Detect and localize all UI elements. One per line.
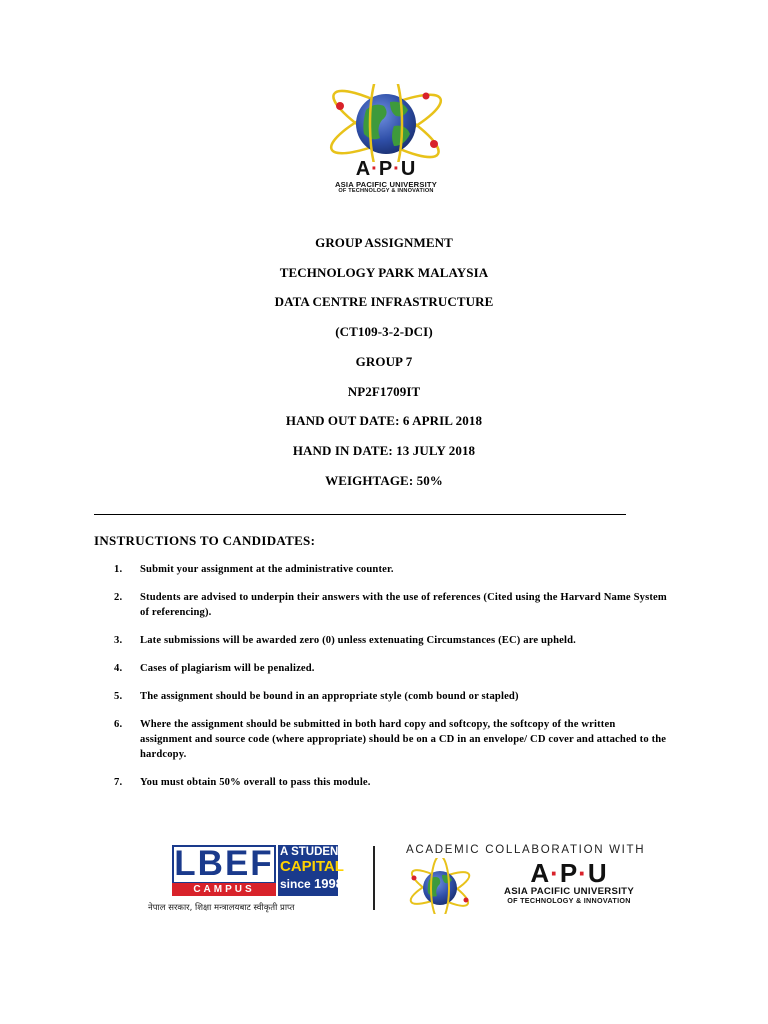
lbef-letters: LBEF	[172, 845, 276, 884]
list-item-number: 7.	[114, 777, 123, 788]
footer-apu-name-line1: ASIA PACIFIC UNIVERSITY	[503, 886, 635, 897]
weightage: WEIGHTAGE: 50%	[325, 473, 443, 488]
list-item	[110, 562, 670, 577]
list-item	[110, 661, 670, 676]
lbef-tag-line2: CAPITAL	[280, 858, 344, 875]
footer-divider	[373, 846, 375, 910]
globe-atom-icon	[404, 858, 476, 914]
list-item-number: 2.	[114, 592, 123, 603]
module-code: (CT109-3-2-DCI)	[335, 324, 433, 339]
divider-rule	[94, 514, 626, 515]
group-number: GROUP 7	[355, 354, 413, 369]
lbef-year: 1998	[314, 876, 343, 891]
list-item-text: Cases of plagiarism will be penalized.	[140, 663, 315, 674]
list-item-text: The assignment should be bound in an appropriate style (comb bound or stapled)	[140, 691, 519, 702]
list-item-text: Where the assignment should be submitted in both hard copy and softcopy, the softcopy of the written assignment and source code (where appropriate) should be on a CD in an envelope/ CD cover and attached to the hardcopy.	[140, 719, 667, 760]
campus-name: TECHNOLOGY PARK MALAYSIA	[279, 265, 489, 280]
list-item-number: 6.	[114, 719, 123, 730]
lbef-since: since	[280, 877, 311, 891]
apu-name-line2: OF TECHNOLOGY & INNOVATION	[338, 188, 434, 194]
footer-banner	[148, 836, 668, 916]
globe-atom-icon	[318, 84, 454, 162]
list-item-number: 1.	[114, 564, 123, 575]
list-item	[110, 633, 670, 648]
footer-apu-name-line2: OF TECHNOLOGY & INNOVATION	[507, 896, 631, 905]
lbef-logo	[172, 844, 346, 897]
list-item-number: 4.	[114, 663, 123, 674]
list-item	[110, 590, 670, 620]
list-item-text: Students are advised to underpin their answers with the use of references (Cited using the Harvard Name System of referencing).	[140, 592, 667, 618]
collaboration-text: ACADEMIC COLLABORATION WITH	[406, 844, 646, 856]
lbef-campus-label: CAMPUS	[172, 883, 276, 896]
list-item-number: 3.	[114, 635, 123, 646]
apu-logo	[318, 84, 454, 198]
assignment-type: GROUP ASSIGNMENT	[315, 235, 453, 250]
apu-letters: A·P·U	[355, 158, 417, 180]
footer-apu-letters: A·P·U	[530, 858, 608, 888]
list-item	[110, 717, 670, 762]
list-item-text: Late submissions will be awarded zero (0) unless extenuating Circumstances (EC) are upheld.	[140, 635, 576, 646]
hand-in-date: HAND IN DATE: 13 JULY 2018	[292, 443, 476, 458]
apu-name-line1: ASIA PACIFIC UNIVERSITY	[334, 180, 438, 189]
lbef-approval-tagline: नेपाल सरकार, शिक्षा मन्त्रालयबाट स्वीकृती प्राप्त	[148, 903, 295, 913]
list-item-text: Submit your assignment at the administrative counter.	[140, 564, 394, 575]
lbef-tag-line3	[280, 876, 343, 892]
list-item-number: 5.	[114, 691, 123, 702]
lbef-tag-line1: A STUDENT	[280, 846, 346, 858]
intake-code: NP2F1709IT	[347, 384, 421, 399]
list-item	[110, 689, 670, 704]
list-item-text: You must obtain 50% overall to pass this module.	[140, 777, 371, 788]
list-item	[110, 775, 670, 790]
hand-out-date: HAND OUT DATE: 6 APRIL 2018	[285, 413, 483, 428]
module-name: DATA CENTRE INFRASTRUCTURE	[274, 294, 494, 309]
instructions-list	[110, 562, 670, 803]
instructions-heading: INSTRUCTIONS TO CANDIDATES:	[94, 533, 316, 548]
lbef-tag-block	[278, 845, 346, 896]
